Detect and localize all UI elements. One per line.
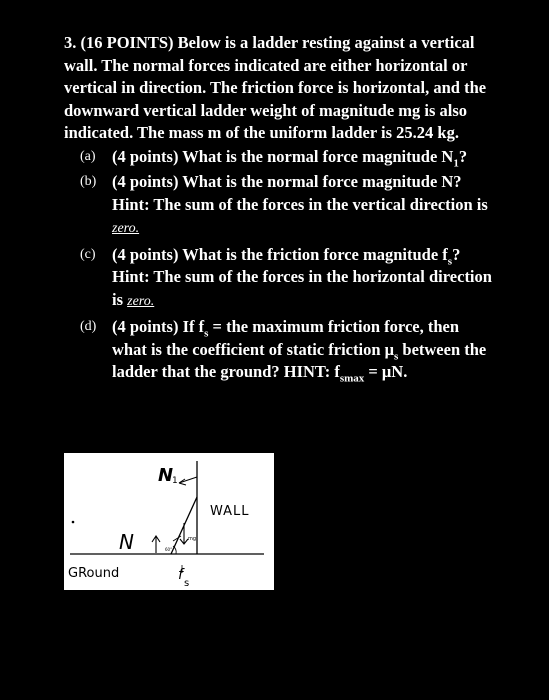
n1-subscript: 1 <box>172 476 178 486</box>
wall-label: WALL <box>210 504 250 519</box>
ladder-diagram <box>64 453 274 590</box>
part-c-letter: (c) <box>80 246 96 262</box>
problem-text <box>64 32 494 387</box>
part-c-text: (4 points) What is the friction force magnitude f <box>112 244 448 264</box>
part-b <box>78 171 494 241</box>
part-c-hint: ? Hint: The sum of the forces in the horizontal direction is <box>112 244 492 309</box>
part-a-letter: (a) <box>80 148 96 164</box>
part-d-letter: (d) <box>80 319 97 334</box>
problem-intro: 3. (16 POINTS) Below is a ladder resting against a vertical wall. The normal forces indicated are either horizontal or vertical in direction. The friction force is horizontal, and the downward vertical ladder weight of magnitude mg is also indicated. The mass m of the uniform ladder is 25.24 kg. <box>64 33 487 142</box>
part-d-end: = μN. <box>364 362 408 381</box>
part-a-text: (4 points) What is the normal force magnitude N <box>112 146 454 166</box>
part-a <box>78 146 494 169</box>
part-d-sub-mu: s <box>393 349 399 362</box>
part-c-sub: s <box>447 254 453 267</box>
angle-label: 60° <box>165 547 173 552</box>
part-d-text: (4 points) If f <box>112 317 205 336</box>
part-d-post: between the ladder that the ground? HINT: <box>112 339 487 381</box>
part-c-zero: zero. <box>127 293 155 309</box>
left-dot <box>72 521 75 524</box>
n1-label: N <box>158 465 174 486</box>
part-b-text: (4 points) What is the normal force magnitude N? Hint: The sum of the forces in the vertical direction is <box>112 172 488 214</box>
part-a-sub: 1 <box>453 156 459 169</box>
part-b-zero: zero. <box>112 221 140 236</box>
ground-label: GRound <box>68 566 120 581</box>
n1-arrow <box>179 477 197 483</box>
mg-label: mg <box>188 536 197 542</box>
part-d-mid: = the maximum friction force, then what is the coefficient of static friction μ <box>112 317 460 359</box>
problem-parts <box>64 146 494 384</box>
part-b-letter: (b) <box>80 174 97 189</box>
part-d-sub-s: s <box>204 327 209 340</box>
part-a-end: ? <box>458 146 468 166</box>
fs-label: f <box>178 567 183 583</box>
n-label: N <box>119 530 134 554</box>
part-c <box>78 244 494 314</box>
ladder-figure <box>64 453 274 590</box>
fs-subscript: s <box>184 578 190 589</box>
part-d-sub-smax: smax <box>339 372 365 385</box>
part-d-f: f <box>334 362 340 381</box>
part-d <box>78 316 494 384</box>
